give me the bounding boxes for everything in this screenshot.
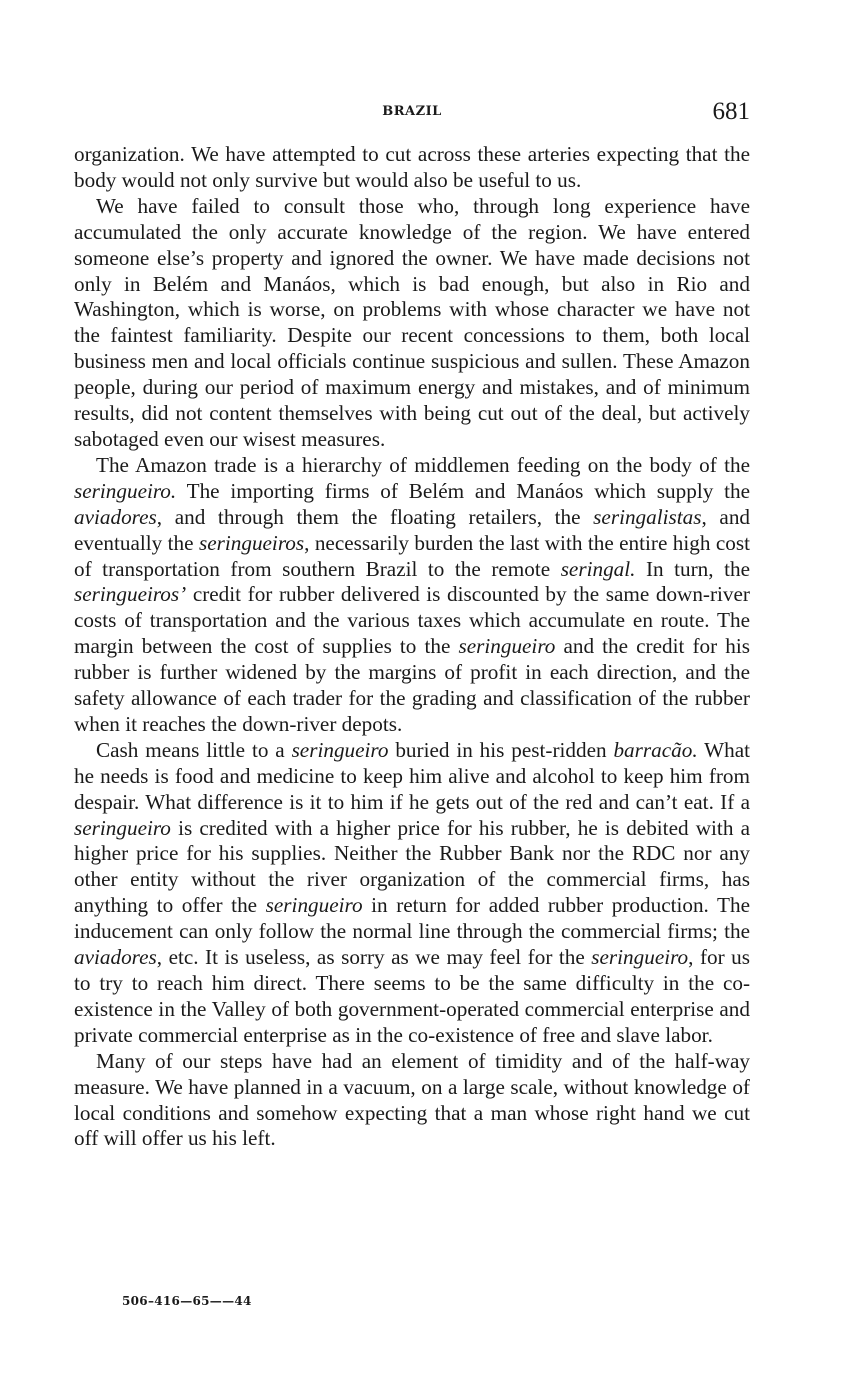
text-run: Cash means little to a	[96, 737, 292, 762]
italic-term: seringueiro.	[74, 478, 177, 503]
italic-term: aviadores	[74, 945, 157, 970]
italic-term: seringueiros’	[74, 582, 187, 607]
italic-term: seringueiros	[198, 530, 305, 555]
italic-term: seringueiro	[591, 945, 689, 970]
italic-term: seringal.	[560, 556, 636, 581]
text-run: In turn, the	[635, 556, 750, 581]
page-number: 681	[712, 98, 750, 125]
text-run: What he needs is food and medicine to keep him alive and alcohol to keep him from despair. What difference is it to him if he gets out of the red and can’t eat. If a	[74, 737, 750, 814]
paragraph	[74, 738, 750, 1049]
text-run: credit for rubber delivered is discounted by the same down-river costs of transportation and the various taxes which accumulate en route. The margin between the cost of supplies to the	[74, 582, 750, 659]
text-run: Many of our steps have had an element of timidity and of the half-way measure. We have planned in a vacuum, on a large scale, without knowledge of local conditions and somehow expecting that a man whose right hand we cut off will offer us his left.	[74, 1048, 750, 1151]
running-title: BRAZIL	[382, 104, 442, 119]
text-run: and the credit for his rubber is further widened by the margins of profit in each direction, and the safety allowance of each trader for the grading and classification of the rubber when it reaches the down-river depots.	[74, 634, 750, 736]
text-run: in return for added rubber production. The inducement can only follow the normal line through the commercial firms; the	[74, 893, 750, 944]
text-run: , and eventually the	[74, 504, 751, 555]
text-run: The Amazon trade is a hierarchy of middlemen feeding on the body of the	[96, 452, 750, 477]
paragraph	[74, 194, 750, 453]
text-run: buried in his pest-ridden	[388, 737, 614, 762]
italic-term: seringalistas	[593, 504, 702, 529]
printer-code: 506–416—65——44	[122, 1294, 252, 1308]
italic-term: aviadores	[74, 504, 157, 529]
italic-term: seringueiro	[265, 893, 363, 918]
text-run: , necessarily burden the last with the entire high cost of transportation from southern Brazil to the remote	[74, 530, 750, 581]
text-run: organization. We have attempted to cut across these arteries expecting that the body would not only survive but would also be useful to us.	[74, 142, 750, 192]
running-head	[74, 98, 750, 126]
italic-term: seringueiro	[74, 815, 171, 840]
italic-term: seringueiro	[291, 737, 389, 762]
text-run: We have failed to consult those who, through long experience have accumulated the only accurate knowledge of the region. We have entered someone else’s property and ignored the owner. We have made decisions not only in Belém and Manáos, which is bad enough, but also in Rio and Washington, which is worse, on problems with whose character we have not the faintest familiarity. Despite our recent concessions to them, both local business men and local officials continue suspicious and sullen. These Amazon people, during our period of maximum energy and mistakes, and of minimum results, did not content themselves with being cut out of the deal, but actively sabotaged even our wisest measures.	[74, 193, 750, 451]
paragraph	[74, 453, 750, 738]
paragraph	[74, 1049, 750, 1153]
paragraph	[74, 142, 750, 194]
text-run: is credited with a higher price for his rubber, he is debited with a higher price for his supplies. Neither the Rubber Bank nor the RDC nor any other entity without the river organization of the commercial firms, has anything to offer the	[74, 815, 750, 918]
italic-term: seringueiro	[458, 634, 556, 659]
body-text	[74, 142, 750, 1152]
text-run: , and through them the floating retailers, the	[156, 504, 594, 529]
text-run: , etc. It is useless, as sorry as we may feel for the	[156, 945, 592, 970]
italic-term: barracão.	[613, 737, 698, 762]
text-run: The importing firms of Belém and Manáos which supply the	[176, 478, 750, 503]
text-run: , for us to try to reach him direct. There seems to be the same difficulty in the co-existence in the Valley of both government-operated commercial enterprise and private commercial enterprise as in the co-existence of free and slave labor.	[74, 945, 750, 1047]
